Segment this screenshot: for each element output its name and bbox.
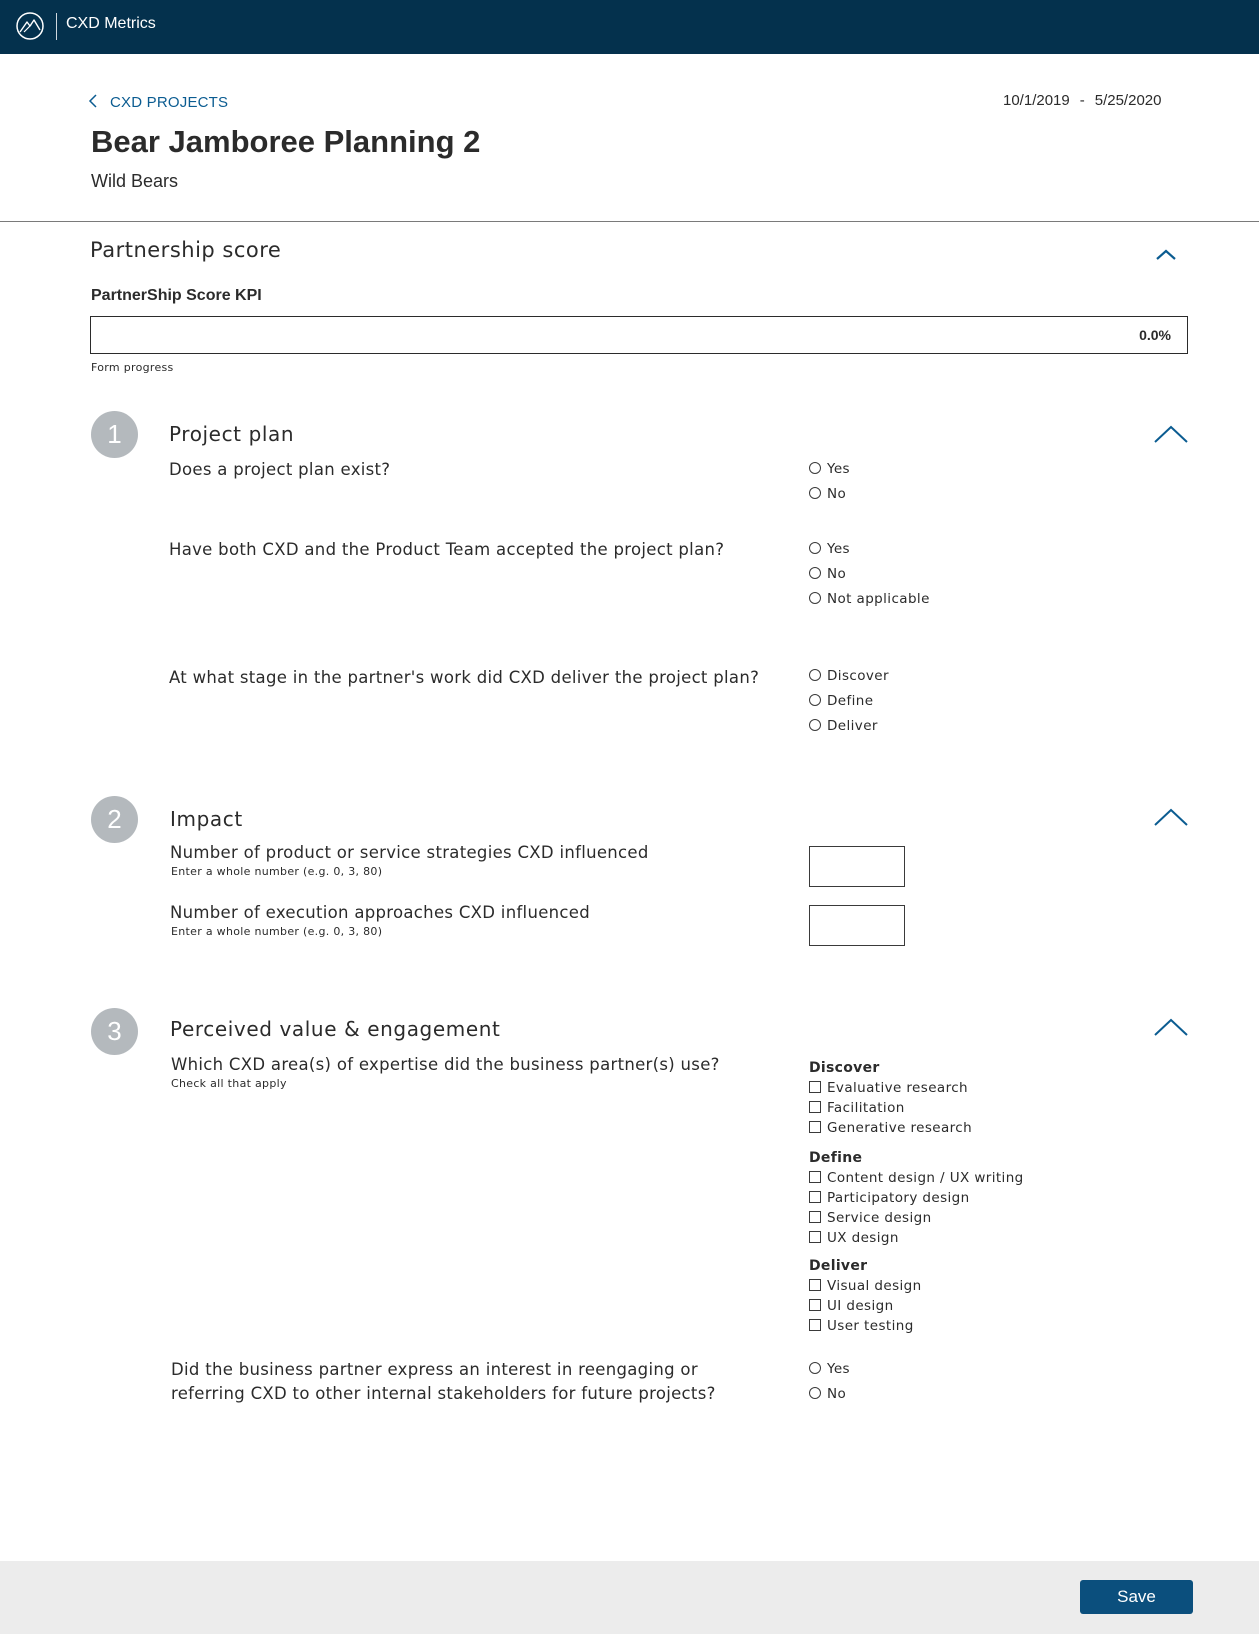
radio-stage-define[interactable] [809, 693, 873, 709]
mountain-logo-icon[interactable] [15, 11, 45, 41]
section-number-badge: 3 [91, 1008, 138, 1055]
section-title-impact: Impact [170, 807, 243, 831]
radio-button[interactable] [809, 719, 821, 731]
partnership-score-title: Partnership score [90, 238, 282, 262]
page-title: Bear Jamboree Planning 2 [91, 124, 481, 159]
radio-stage-deliver[interactable] [809, 718, 878, 734]
chevron-up-icon[interactable] [1154, 1018, 1188, 1036]
radio-plan-accepted-yes[interactable] [809, 541, 850, 557]
option-label: UI design [827, 1298, 894, 1314]
radio-plan-exists-no[interactable] [809, 486, 846, 502]
page-subtitle: Wild Bears [91, 171, 179, 191]
checkbox[interactable] [809, 1121, 821, 1133]
question-hint: Enter a whole number (e.g. 0, 3, 80) [171, 925, 383, 938]
progress-value: 0.0% [1139, 327, 1171, 343]
option-label: Discover [827, 668, 889, 684]
date-start: 10/1/2019 [1003, 92, 1070, 109]
option-label: Define [827, 693, 874, 709]
option-label: Yes [827, 461, 850, 477]
chevron-up-icon[interactable] [1154, 425, 1188, 443]
logo-divider [56, 13, 57, 40]
checkbox-ux-design[interactable] [809, 1230, 899, 1246]
option-label: No [827, 1386, 847, 1402]
radio-button[interactable] [809, 1387, 821, 1399]
group-label-deliver: Deliver [809, 1258, 868, 1274]
chevron-up-icon[interactable] [1155, 246, 1177, 260]
section-title-perceived-value: Perceived value & engagement [170, 1017, 501, 1041]
section-number-badge: 2 [91, 796, 138, 843]
radio-button[interactable] [809, 462, 821, 474]
radio-button[interactable] [809, 694, 821, 706]
question-hint: Enter a whole number (e.g. 0, 3, 80) [171, 865, 383, 878]
radio-button[interactable] [809, 592, 821, 604]
radio-plan-accepted-no[interactable] [809, 566, 846, 582]
option-label: Evaluative research [827, 1080, 969, 1096]
question-line: Did the business partner express an interest in reengaging or [171, 1360, 698, 1379]
chevron-left-icon[interactable] [88, 93, 100, 107]
checkbox[interactable] [809, 1231, 821, 1243]
section-title-project-plan: Project plan [169, 422, 295, 446]
option-label: No [827, 486, 847, 502]
group-label-define: Define [809, 1150, 863, 1166]
checkbox[interactable] [809, 1299, 821, 1311]
radio-reengage-no[interactable] [809, 1386, 846, 1402]
checkbox[interactable] [809, 1319, 821, 1331]
radio-stage-discover[interactable] [809, 668, 889, 684]
radio-plan-accepted-na[interactable] [809, 591, 930, 607]
footer-bar [0, 1561, 1259, 1634]
checkbox-generative-research[interactable] [809, 1120, 972, 1136]
radio-reengage-yes[interactable] [809, 1361, 850, 1377]
date-end: 5/25/2020 [1094, 92, 1162, 109]
option-label: User testing [827, 1318, 914, 1334]
question-hint: Check all that apply [171, 1077, 287, 1090]
option-label: Yes [827, 1361, 850, 1377]
question-plan-exists: Does a project plan exist? [169, 460, 391, 479]
form-progress-bar [90, 316, 1188, 354]
option-label: Content design / UX writing [827, 1170, 1024, 1186]
checkbox[interactable] [809, 1171, 821, 1183]
kpi-label: PartnerShip Score KPI [91, 287, 262, 304]
question-expertise-used: Which CXD area(s) of expertise did the business partner(s) use? [171, 1055, 720, 1074]
option-label: Not applicable [827, 591, 930, 607]
header-divider [0, 221, 1259, 222]
radio-button[interactable] [809, 669, 821, 681]
checkbox[interactable] [809, 1211, 821, 1223]
group-label-discover: Discover [809, 1060, 880, 1076]
radio-plan-exists-yes[interactable] [809, 461, 850, 477]
option-label: Deliver [827, 718, 878, 734]
approaches-count-input[interactable] [809, 905, 905, 946]
checkbox[interactable] [809, 1101, 821, 1113]
app-title: CXD Metrics [66, 15, 156, 32]
option-label: Participatory design [827, 1190, 970, 1206]
section-number-badge: 1 [91, 411, 138, 458]
radio-button[interactable] [809, 487, 821, 499]
chevron-up-icon[interactable] [1154, 808, 1188, 826]
radio-button[interactable] [809, 1362, 821, 1374]
option-label: Generative research [827, 1120, 973, 1136]
option-label: Service design [827, 1210, 932, 1226]
option-label: UX design [827, 1230, 899, 1246]
question-strategies-influenced: Number of product or service strategies CXD influenced [170, 843, 649, 862]
back-to-projects-link[interactable]: CXD PROJECTS [110, 94, 229, 111]
radio-button[interactable] [809, 567, 821, 579]
checkbox-ui-design[interactable] [809, 1298, 894, 1314]
progress-caption: Form progress [91, 361, 174, 374]
checkbox[interactable] [809, 1191, 821, 1203]
option-label: Facilitation [827, 1100, 905, 1116]
question-approaches-influenced: Number of execution approaches CXD influenced [170, 903, 591, 922]
checkbox-visual-design[interactable] [809, 1278, 922, 1294]
checkbox-evaluative-research[interactable] [809, 1080, 968, 1096]
option-label: Yes [827, 541, 850, 557]
checkbox-user-testing[interactable] [809, 1318, 914, 1334]
question-line: referring CXD to other internal stakeholders for future projects? [171, 1384, 716, 1403]
checkbox-content-design[interactable] [809, 1170, 1024, 1186]
checkbox-facilitation[interactable] [809, 1100, 905, 1116]
date-range [1003, 92, 1161, 109]
checkbox-participatory-design[interactable] [809, 1190, 970, 1206]
save-button[interactable]: Save [1080, 1580, 1193, 1614]
date-separator: - [1079, 92, 1085, 109]
radio-button[interactable] [809, 542, 821, 554]
question-plan-accepted: Have both CXD and the Product Team accepted the project plan? [169, 540, 725, 559]
checkbox-service-design[interactable] [809, 1210, 932, 1226]
checkbox[interactable] [809, 1081, 821, 1093]
strategies-count-input[interactable] [809, 846, 905, 887]
option-label: No [827, 566, 847, 582]
checkbox[interactable] [809, 1279, 821, 1291]
top-bar [0, 0, 1259, 54]
option-label: Visual design [827, 1278, 922, 1294]
question-plan-stage: At what stage in the partner's work did CXD deliver the project plan? [169, 668, 760, 687]
question-reengage-interest [171, 1358, 716, 1406]
